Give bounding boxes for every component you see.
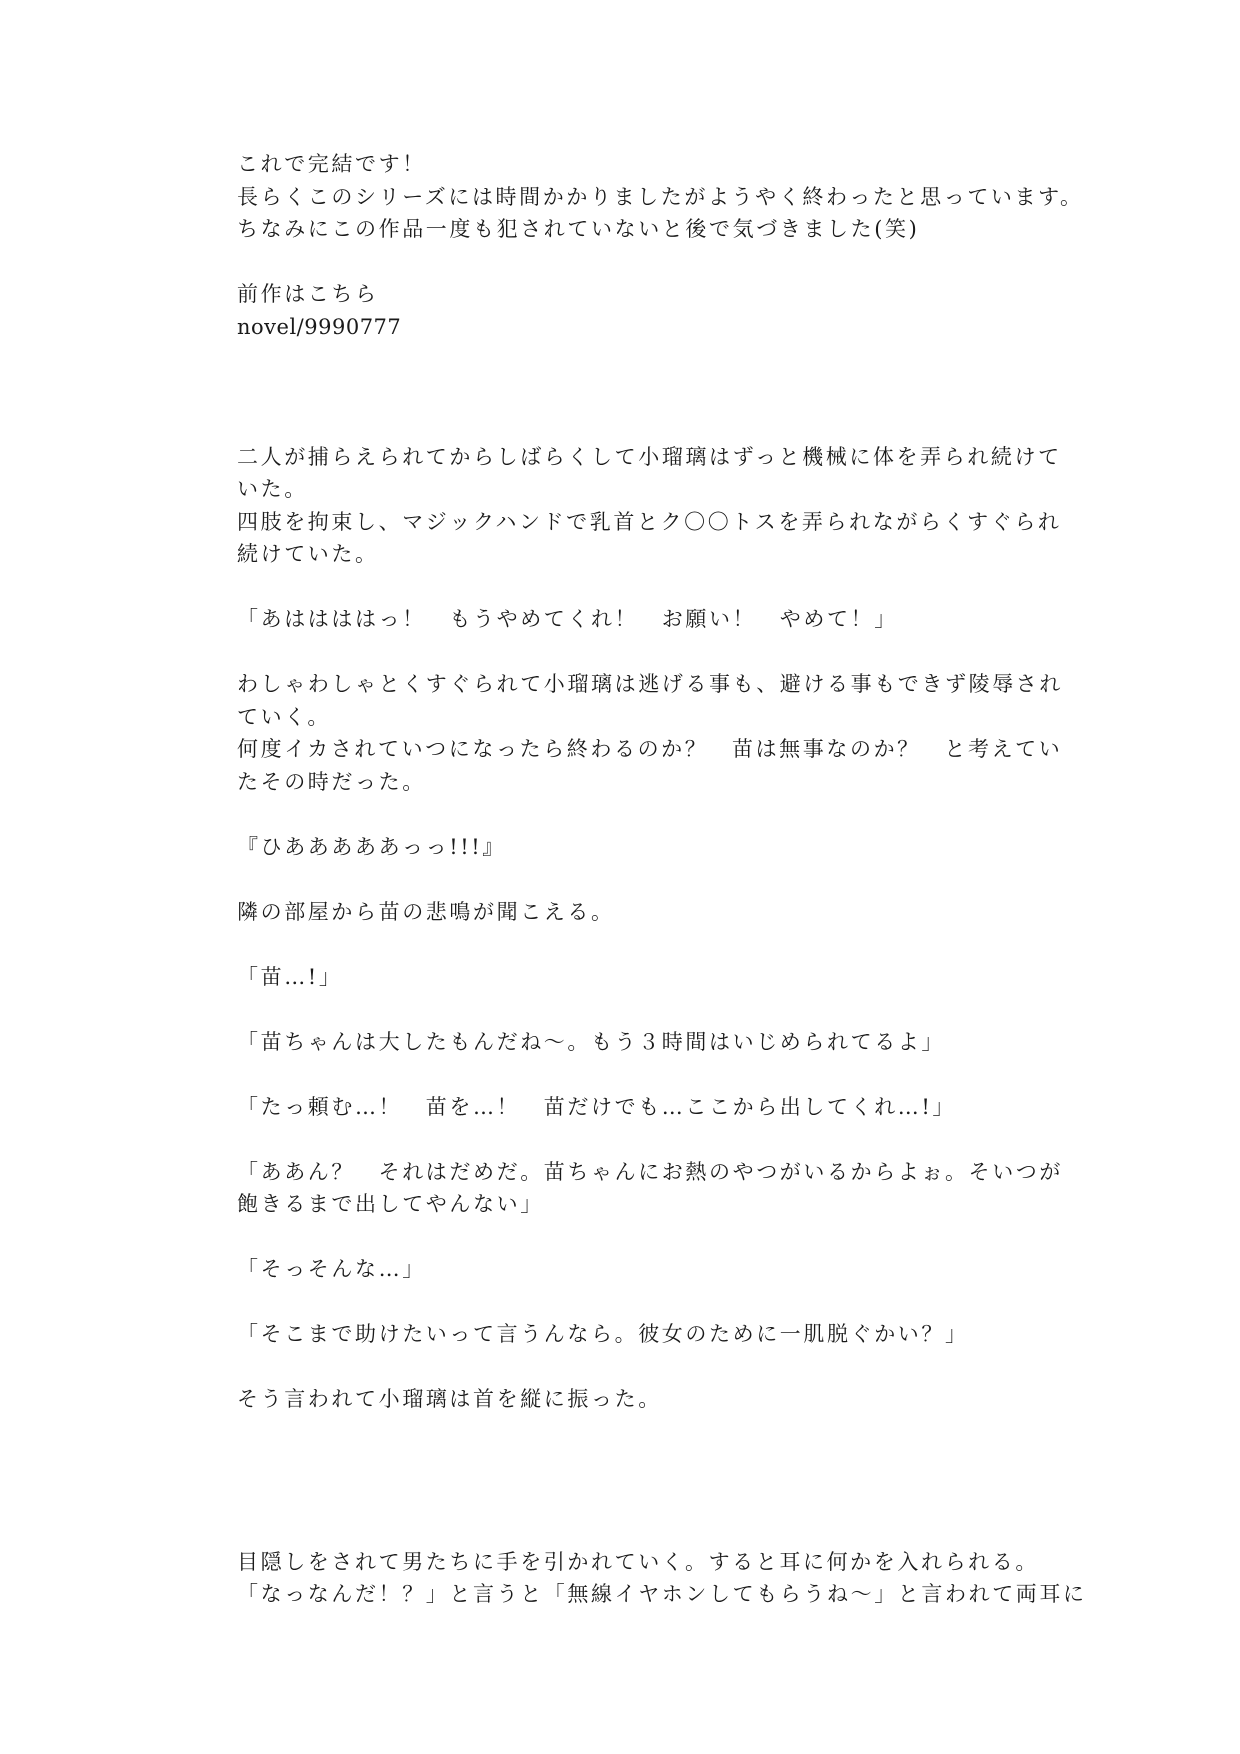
story-line: 四肢を拘束し、マジックハンドで乳首とク〇〇トスを弄られながらくすぐられ xyxy=(237,509,1062,534)
story-line: 隣の部屋から苗の悲鳴が聞こえる。 xyxy=(237,899,615,924)
story-line: 続けていた。 xyxy=(237,542,379,566)
story-line xyxy=(237,1286,1017,1319)
blank-line xyxy=(237,343,1017,376)
story-line xyxy=(237,1123,1017,1156)
story-line: ていく。 xyxy=(237,704,331,729)
story-line xyxy=(237,993,1017,1026)
story-line xyxy=(237,798,1017,831)
story-line: 二人が捕らえられてからしばらくして小瑠璃はずっと機械に体を弄られ続けて xyxy=(237,444,1062,469)
story-line: 「ああん？ それはだめだ。苗ちゃんにお熱のやつがいるからよぉ。そいつが xyxy=(237,1159,1063,1184)
blank-line xyxy=(237,246,1017,279)
story-line xyxy=(237,571,1017,604)
story-line: 何度イカされていつになったら終わるのか？ 苗は無事なのか？ と考えてい xyxy=(237,737,1063,761)
story-line: 「たっ頼む…！ 苗を…！ 苗だけでも…ここから出してくれ…!」 xyxy=(237,1094,957,1119)
story-line: 「苗…!」 xyxy=(237,964,343,989)
story-line xyxy=(237,928,1017,961)
story-line xyxy=(237,1448,1017,1481)
story-line: 目隠しをされて男たちに手を引かれていく。すると耳に何かを入れられる。 xyxy=(237,1549,1039,1574)
previous-work-link[interactable]: novel/9990777 xyxy=(237,314,402,339)
story-line: 飽きるまで出してやんない」 xyxy=(237,1192,544,1216)
story-line: そう言われて小瑠璃は首を縦に振った。 xyxy=(237,1387,662,1411)
story-line xyxy=(237,1058,1017,1091)
story-line xyxy=(237,1221,1017,1254)
blank-line xyxy=(237,376,1017,409)
intro-line: これで完結です！ xyxy=(237,152,426,176)
previous-work-label: 前作はこちら xyxy=(237,282,379,306)
intro-line: 長らくこのシリーズには時間かかりましたがようやく終わったと思っています。 xyxy=(237,184,1084,209)
story-line xyxy=(237,863,1017,896)
story-line: 「そっそんな…」 xyxy=(237,1257,426,1281)
story-line: 「そこまで助けたいって言うんなら。彼女のために一肌脱ぐかい？」 xyxy=(237,1322,969,1346)
story-line xyxy=(237,1513,1017,1546)
blank-line xyxy=(237,408,1017,441)
story-line: わしゃわしゃとくすぐられて小瑠璃は逃げる事も、避ける事もできず陵辱され xyxy=(237,672,1063,696)
story-line: 「あははははっ！ もうやめてくれ！ お願い！ やめて！」 xyxy=(237,607,898,631)
story-line xyxy=(237,1416,1017,1449)
story-line: 「苗ちゃんは大したもんだね〜。もう３時間はいじめられてるよ」 xyxy=(237,1029,945,1054)
document-body xyxy=(237,148,1087,1611)
story-line xyxy=(237,636,1017,669)
story-line: いた。 xyxy=(237,477,308,501)
story-line: 「なっなんだ！？」と言うと「無線イヤホンしてもらうね〜」と言われて両耳に xyxy=(237,1582,1087,1606)
story-line: 『ひあああああっっ!!!』 xyxy=(237,834,506,859)
story-line: たその時だった。 xyxy=(237,769,426,794)
story-line xyxy=(237,1351,1017,1384)
story-line xyxy=(237,1481,1017,1514)
intro-line: ちなみにこの作品一度も犯されていないと後で気づきました(笑) xyxy=(237,217,920,241)
